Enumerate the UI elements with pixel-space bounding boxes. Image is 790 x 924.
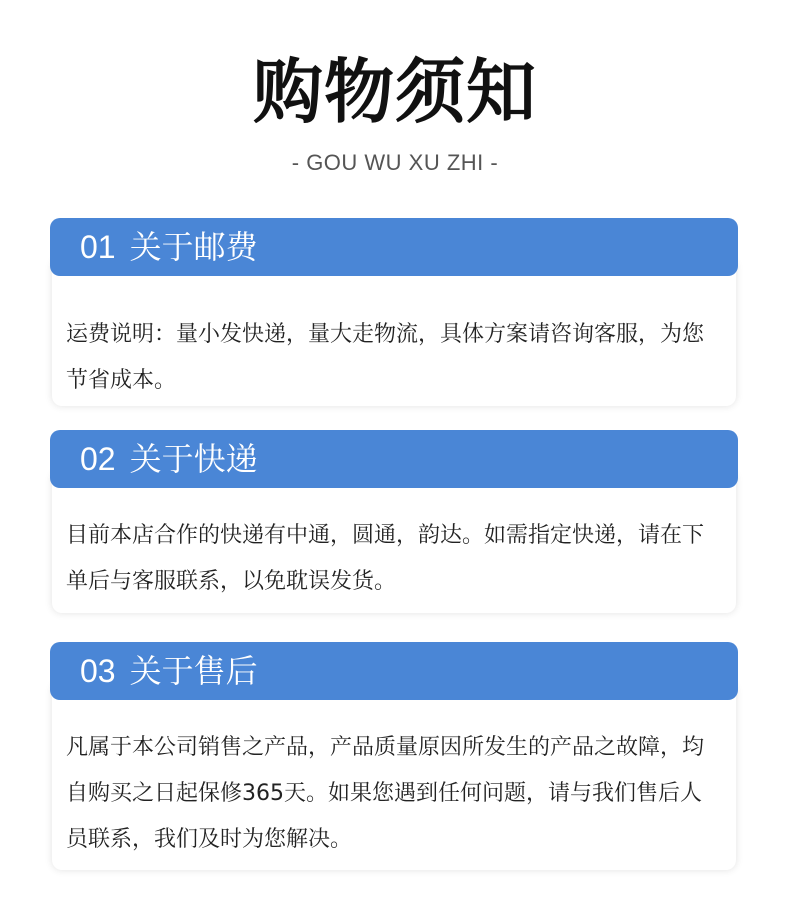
section-card [52, 470, 736, 613]
section-after-sales [50, 642, 738, 872]
section-card [52, 258, 736, 406]
page-title: 购物须知 [253, 51, 537, 133]
section-number: 01 [80, 229, 116, 265]
section-body: 运费说明：量小发快递，量大走物流，具体方案请咨询客服，为您节省成本。 [66, 322, 705, 393]
section-title: 关于售后 [129, 652, 258, 690]
section-title: 关于邮费 [129, 228, 258, 266]
section-body: 凡属于本公司销售之产品，产品质量原因所发生的产品之故障，均自购买之日起保修365天。如果您遇到任何问题，请与我们售后人员联系，我们及时为您解决。 [66, 735, 705, 852]
section-body: 目前本店合作的快递有中通，圆通，韵达。如需指定快递，请在下单后与客服联系，以免耽误发货。 [66, 523, 705, 594]
section-number: 03 [80, 653, 116, 689]
section-courier [50, 430, 738, 615]
section-title: 关于快递 [129, 440, 258, 478]
section-number: 02 [80, 441, 116, 477]
section-card [52, 682, 736, 870]
section-shipping-fee [50, 218, 738, 408]
section-header [50, 430, 738, 488]
section-header [50, 642, 738, 700]
page-subtitle: - GOU WU XU ZHI - [291, 150, 499, 175]
section-header [50, 218, 738, 276]
